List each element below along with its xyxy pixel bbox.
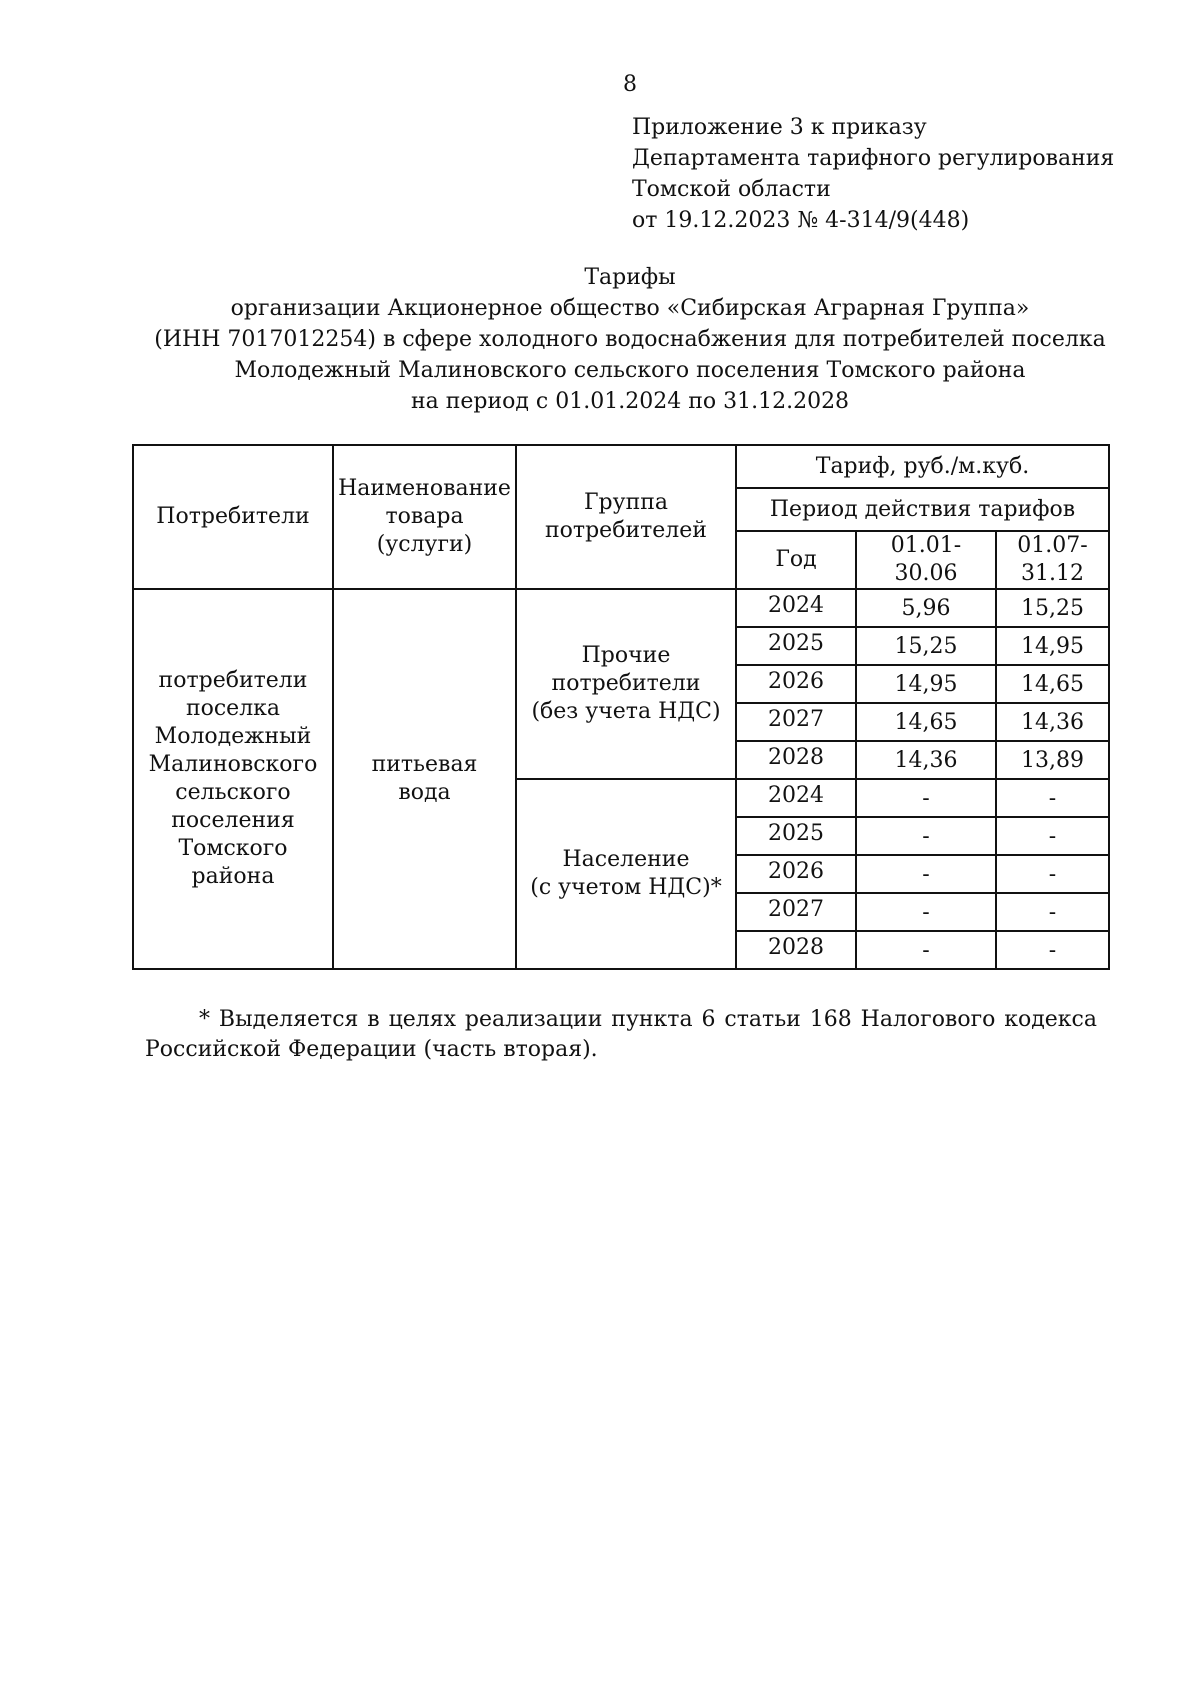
consumer-group-cell: Население (с учетом НДС)* [516, 779, 736, 969]
document-title [0, 262, 1200, 417]
year-cell: 2024 [736, 589, 856, 627]
tariff-second-half-cell: - [996, 817, 1109, 855]
consumers-cell: потребители поселка Молодежный Малиновского сельского поселения Томского района [133, 589, 333, 969]
header-group: Группа потребителей [516, 445, 736, 589]
header-first-half: 01.01- 30.06 [856, 531, 996, 589]
title-heading: Тарифы [584, 265, 676, 290]
tariff-second-half-cell: - [996, 855, 1109, 893]
tariff-first-half-cell: - [856, 779, 996, 817]
tariff-first-half-cell: 15,25 [856, 627, 996, 665]
tariff-second-half-cell: 14,65 [996, 665, 1109, 703]
header-consumers: Потребители [133, 445, 333, 589]
year-cell: 2028 [736, 931, 856, 969]
year-cell: 2024 [736, 779, 856, 817]
header-period: Период действия тарифов [736, 488, 1109, 531]
title-line: на период с 01.01.2024 по 31.12.2028 [410, 389, 850, 414]
footnote: * Выделяется в целях реализации пункта 6 статьи 168 Налогового кодекса Российской Федерации (часть вторая). [145, 1007, 1097, 1062]
tariff-first-half-cell: - [856, 931, 996, 969]
header-tariff: Тариф, руб./м.куб. [736, 445, 1109, 488]
appendix-line: Томской области [632, 177, 831, 202]
tariff-first-half-cell: - [856, 855, 996, 893]
appendix-line: Департамента тарифного регулирования [632, 146, 1115, 171]
tariff-second-half-cell: 14,36 [996, 703, 1109, 741]
page-number: 8 [623, 72, 637, 97]
year-cell: 2025 [736, 627, 856, 665]
tariff-first-half-cell: 14,65 [856, 703, 996, 741]
tariff-second-half-cell: - [996, 779, 1109, 817]
tariff-first-half-cell: - [856, 893, 996, 931]
header-year: Год [736, 531, 856, 589]
tariff-second-half-cell: 13,89 [996, 741, 1109, 779]
header-product: Наименование товара (услуги) [333, 445, 516, 589]
tariff-table [132, 444, 1110, 970]
appendix-line: Приложение 3 к приказу [632, 115, 927, 140]
title-line: (ИНН 7017012254) в сфере холодного водоснабжения для потребителей поселка [154, 327, 1106, 352]
year-cell: 2027 [736, 893, 856, 931]
tariff-second-half-cell: - [996, 893, 1109, 931]
tariff-first-half-cell: 14,36 [856, 741, 996, 779]
tariff-second-half-cell: - [996, 931, 1109, 969]
title-line: организации Акционерное общество «Сибирская Аграрная Группа» [230, 296, 1030, 321]
title-line: Молодежный Малиновского сельского поселения Томского района [234, 358, 1026, 383]
year-cell: 2026 [736, 855, 856, 893]
tariff-first-half-cell: 5,96 [856, 589, 996, 627]
year-cell: 2025 [736, 817, 856, 855]
appendix-reference [632, 112, 1114, 236]
year-cell: 2028 [736, 741, 856, 779]
year-cell: 2026 [736, 665, 856, 703]
tariff-first-half-cell: - [856, 817, 996, 855]
tariff-second-half-cell: 15,25 [996, 589, 1109, 627]
year-cell: 2027 [736, 703, 856, 741]
appendix-line: от 19.12.2023 № 4-314/9(448) [632, 208, 970, 233]
tariff-row [133, 589, 1109, 627]
tariff-first-half-cell: 14,95 [856, 665, 996, 703]
tariff-second-half-cell: 14,95 [996, 627, 1109, 665]
header-second-half: 01.07- 31.12 [996, 531, 1109, 589]
consumer-group-cell: Прочие потребители (без учета НДС) [516, 589, 736, 779]
product-cell: питьевая вода [333, 589, 516, 969]
